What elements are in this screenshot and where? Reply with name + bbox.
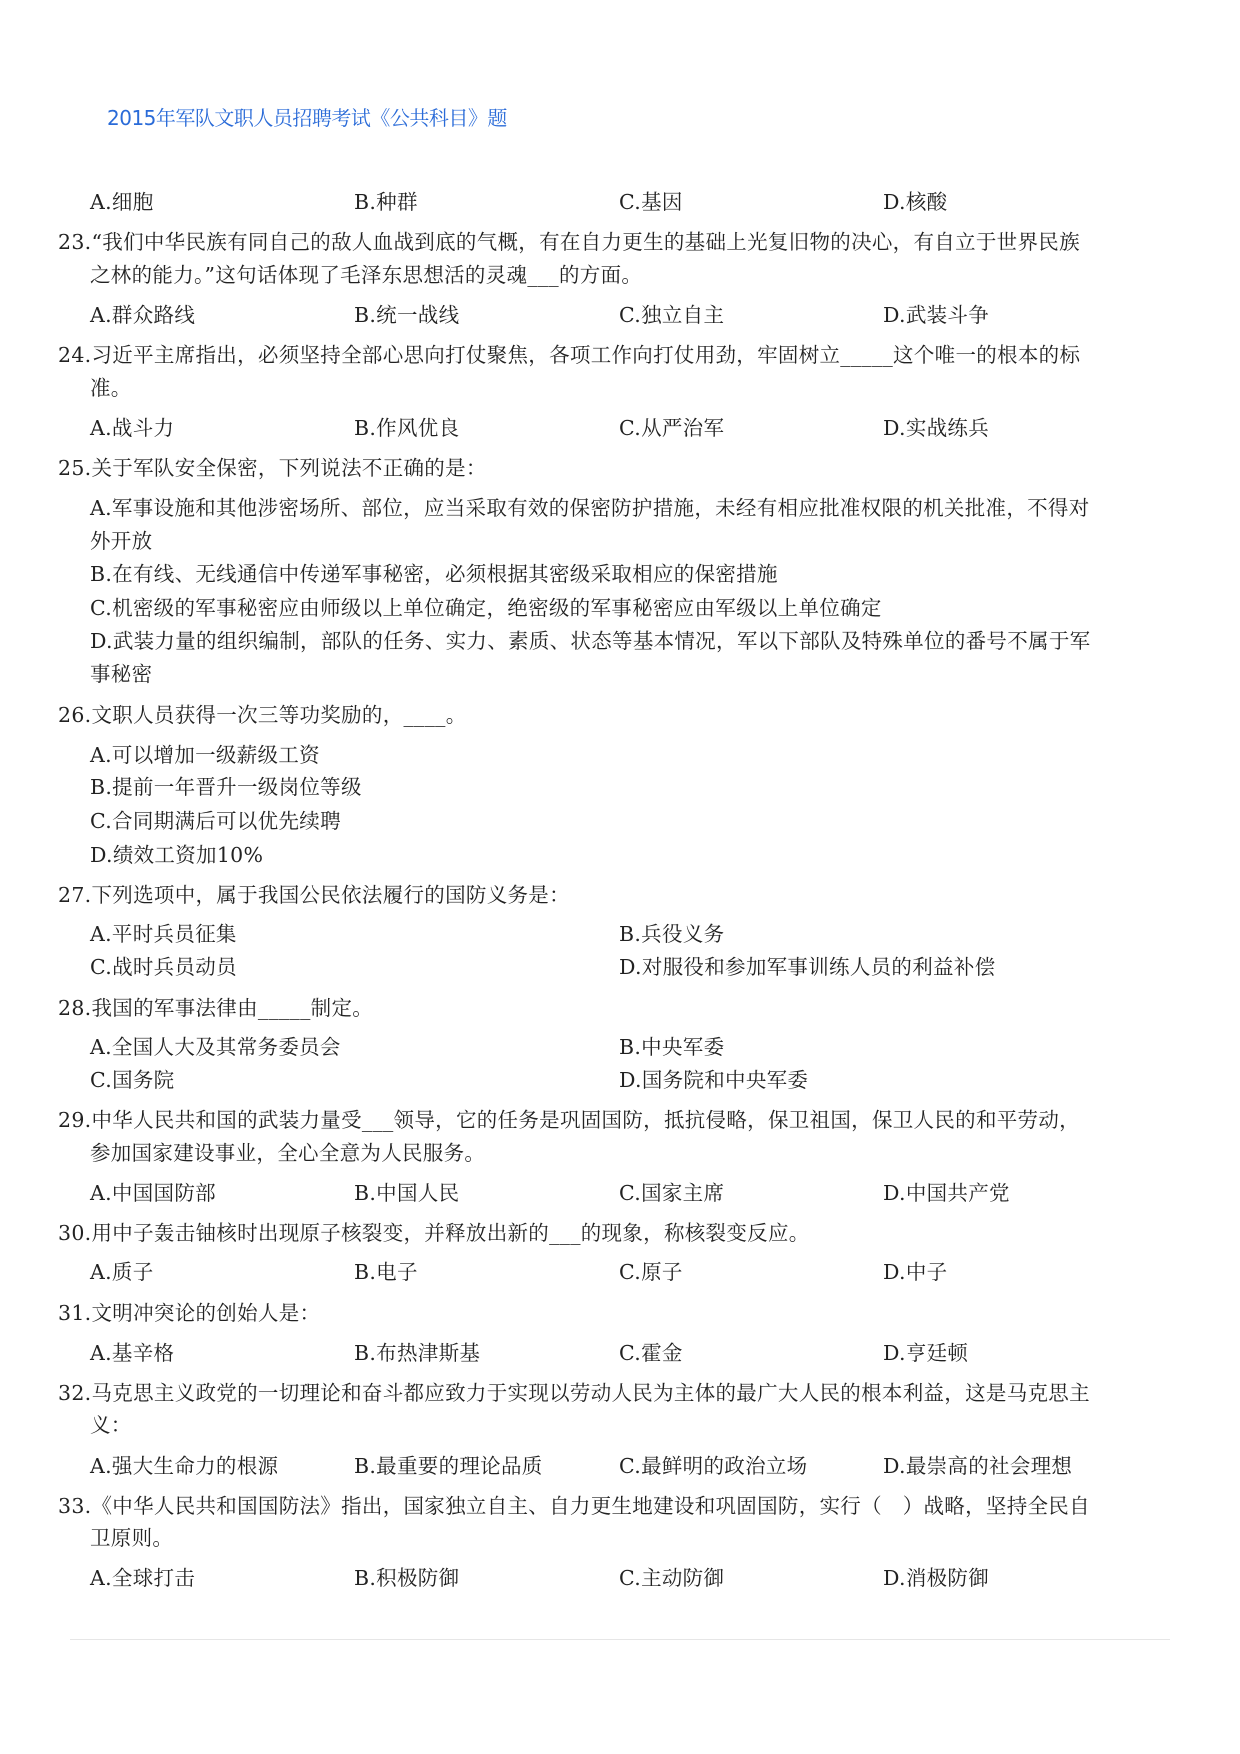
question-stem: 28.我国的军事法律由_____制定。 bbox=[58, 996, 374, 1020]
question-stem: 23.“我们中华民族有同自己的敌人血战到底的气概，有在自力更生的基础上光复旧物的决心，有自立于世界民族 bbox=[58, 230, 1080, 254]
answer-option: D.最崇高的社会理想 bbox=[883, 1454, 1073, 1478]
answer-option: D.武装斗争 bbox=[883, 303, 990, 327]
answer-option: 事秘密 bbox=[90, 662, 153, 686]
answer-option: 外开放 bbox=[90, 529, 153, 553]
question-stem: 29.中华人民共和国的武装力量受___领导，它的任务是巩固国防，抵抗侵略，保卫祖国，保卫人民的和平劳动， bbox=[58, 1108, 1080, 1132]
footer-divider bbox=[70, 1639, 1170, 1640]
answer-option: D.亨廷顿 bbox=[883, 1341, 969, 1365]
answer-option: B.在有线、无线通信中传递军事秘密，必须根据其密级采取相应的保密措施 bbox=[90, 562, 778, 586]
answer-option: B.积极防御 bbox=[354, 1566, 460, 1590]
answer-option: C.霍金 bbox=[619, 1341, 683, 1365]
question-stem: 33.《中华人民共和国国防法》指出，国家独立自主、自力更生地建设和巩固国防，实行（ ）战略，坚持全民自 bbox=[58, 1494, 1090, 1518]
answer-option: A.平时兵员征集 bbox=[90, 922, 237, 946]
answer-option: B.兵役义务 bbox=[619, 922, 725, 946]
question-stem: 参加国家建设事业，全心全意为人民服务。 bbox=[90, 1141, 486, 1165]
answer-option: B.中央军委 bbox=[619, 1035, 725, 1059]
answer-option: B.统一战线 bbox=[354, 303, 460, 327]
question-stem: 30.用中子轰击铀核时出现原子核裂变，并释放出新的___的现象，称核裂变反应。 bbox=[58, 1221, 810, 1245]
answer-option: A.战斗力 bbox=[90, 416, 175, 440]
answer-option: C.最鲜明的政治立场 bbox=[619, 1454, 808, 1478]
question-stem: 卫原则。 bbox=[90, 1526, 174, 1550]
answer-option: B.中国人民 bbox=[354, 1181, 460, 1205]
answer-option: C.国家主席 bbox=[619, 1181, 725, 1205]
answer-option: D.中子 bbox=[883, 1260, 948, 1284]
answer-option: A.全球打击 bbox=[90, 1566, 196, 1590]
answer-option: C.主动防御 bbox=[619, 1566, 725, 1590]
answer-option: A.细胞 bbox=[90, 190, 154, 214]
answer-option: B.提前一年晋升一级岗位等级 bbox=[90, 775, 362, 799]
question-stem: 准。 bbox=[90, 376, 132, 400]
document-title: 2015年军队文职人员招聘考试《公共科目》题 bbox=[107, 106, 507, 130]
question-stem: 25.关于军队安全保密，下列说法不正确的是： bbox=[58, 456, 487, 480]
answer-option: B.电子 bbox=[354, 1260, 418, 1284]
answer-option: A.全国人大及其常务委员会 bbox=[90, 1035, 341, 1059]
answer-option: B.作风优良 bbox=[354, 416, 460, 440]
question-stem: 31.文明冲突论的创始人是： bbox=[58, 1301, 321, 1325]
answer-option: D.绩效工资加10% bbox=[90, 843, 264, 867]
answer-option: D.武装力量的组织编制，部队的任务、实力、素质、状态等基本情况，军以下部队及特殊单位的番号不属于军 bbox=[90, 629, 1091, 653]
question-stem: 32.马克思主义政党的一切理论和奋斗都应致力于实现以劳动人民为主体的最广大人民的根本利益，这是马克思主 bbox=[58, 1381, 1090, 1405]
question-stem: 26.文职人员获得一次三等功奖励的，____。 bbox=[58, 703, 467, 727]
answer-option: C.独立自主 bbox=[619, 303, 725, 327]
answer-option: C.基因 bbox=[619, 190, 683, 214]
question-stem: 之林的能力。”这句话体现了毛泽东思想活的灵魂___的方面。 bbox=[90, 263, 643, 287]
answer-option: A.质子 bbox=[90, 1260, 154, 1284]
answer-option: C.机密级的军事秘密应由师级以上单位确定，绝密级的军事秘密应由军级以上单位确定 bbox=[90, 596, 882, 620]
answer-option: C.合同期满后可以优先续聘 bbox=[90, 809, 341, 833]
answer-option: B.种群 bbox=[354, 190, 418, 214]
answer-option: A.基辛格 bbox=[90, 1341, 175, 1365]
answer-option: D.国务院和中央军委 bbox=[619, 1068, 809, 1092]
answer-option: D.实战练兵 bbox=[883, 416, 990, 440]
answer-option: C.国务院 bbox=[90, 1068, 175, 1092]
answer-option: C.战时兵员动员 bbox=[90, 955, 237, 979]
answer-option: D.中国共产党 bbox=[883, 1181, 1010, 1205]
answer-option: D.对服役和参加军事训练人员的利益补偿 bbox=[619, 955, 996, 979]
answer-option: A.可以增加一级薪级工资 bbox=[90, 743, 320, 767]
answer-option: C.原子 bbox=[619, 1260, 683, 1284]
question-stem: 27.下列选项中，属于我国公民依法履行的国防义务是： bbox=[58, 883, 570, 907]
answer-option: D.消极防御 bbox=[883, 1566, 990, 1590]
answer-option: B.最重要的理论品质 bbox=[354, 1454, 543, 1478]
answer-option: A.中国国防部 bbox=[90, 1181, 216, 1205]
answer-option: A.军事设施和其他涉密场所、部位，应当采取有效的保密防护措施，未经有相应批准权限的机关批准，不得对 bbox=[90, 496, 1090, 520]
answer-option: C.从严治军 bbox=[619, 416, 725, 440]
question-stem: 义： bbox=[90, 1413, 132, 1437]
answer-option: D.核酸 bbox=[883, 190, 948, 214]
answer-option: A.群众路线 bbox=[90, 303, 196, 327]
answer-option: B.布热津斯基 bbox=[354, 1341, 481, 1365]
question-stem: 24.习近平主席指出，必须坚持全部心思向打仗聚焦，各项工作向打仗用劲，牢固树立_____这个唯一的根本的标 bbox=[58, 343, 1081, 367]
answer-option: A.强大生命力的根源 bbox=[90, 1454, 279, 1478]
